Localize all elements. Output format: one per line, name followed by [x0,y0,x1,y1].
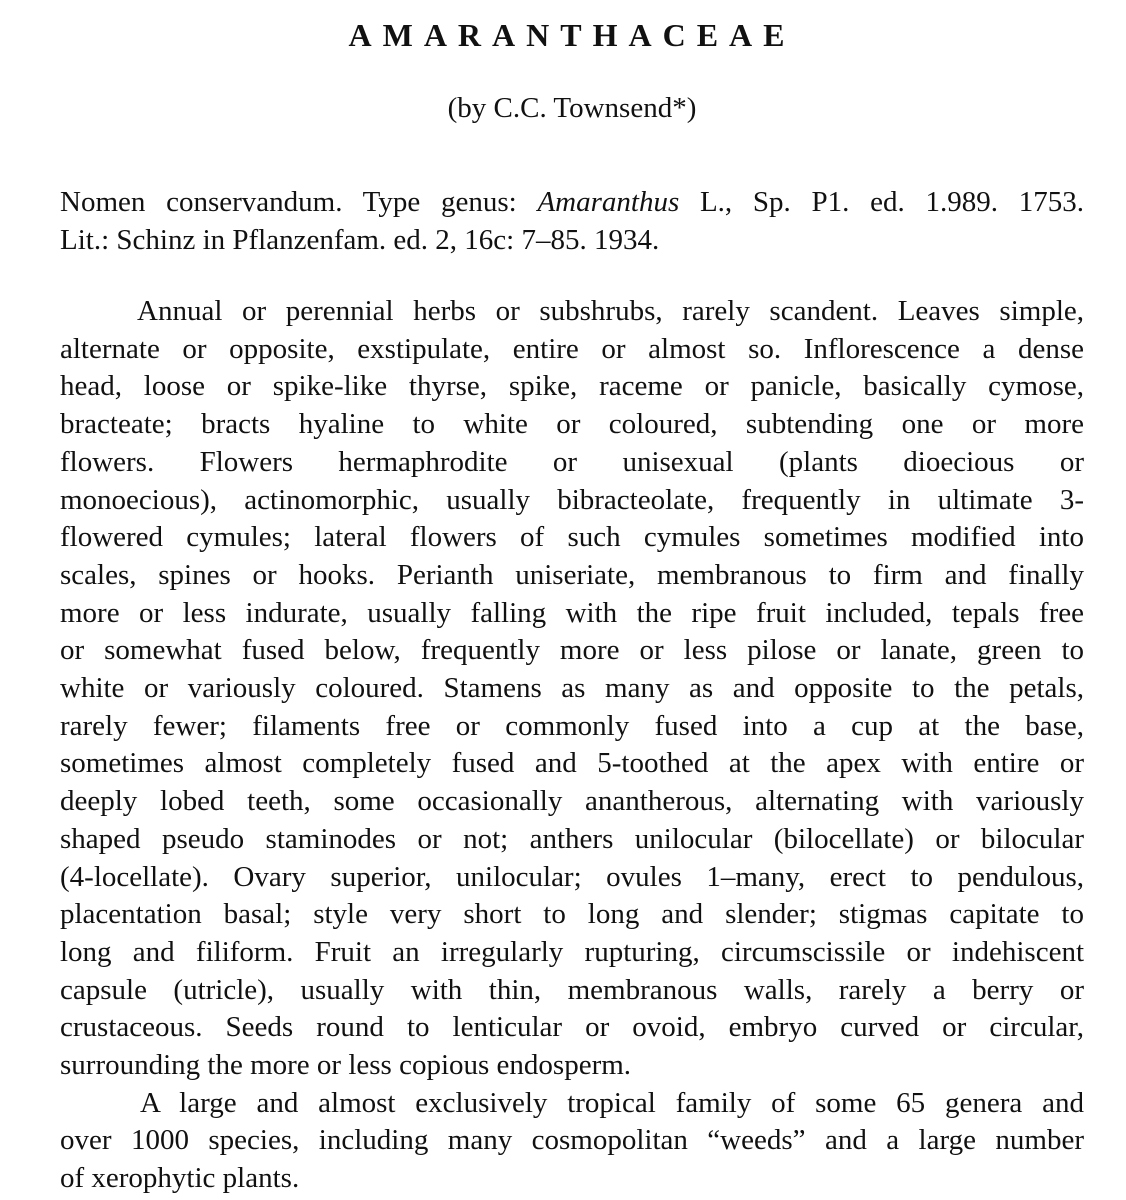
text-line: deeply lobed teeth, some occasionally anantherous, alternating with variously [60,785,1084,818]
text-line: flowered cymules; lateral flowers of such cymules sometimes modified into [60,521,1084,554]
text-line: placentation basal; style very short to long and slender; stigmas capitate to [60,898,1084,931]
text-line: sometimes almost completely fused and 5-toothed at the apex with entire or [60,747,1084,780]
text-line: surrounding the more or less copious endosperm. [60,1049,632,1082]
type-genus: Amaranthus [537,186,680,218]
text-line: scales, spines or hooks. Perianth uniseriate, membranous to firm and finally [60,558,1084,591]
text-line: more or less indurate, usually falling with the ripe fruit included, tepals free [60,596,1084,629]
text-line: capsule (utricle), usually with thin, membranous walls, rarely a berry or [60,973,1084,1006]
text-line: rarely fewer; filaments free or commonly fused into a cup at the base, [60,709,1084,742]
author-line: (by C.C. Townsend*) [447,92,697,124]
text-line: head, loose or spike-like thyrse, spike, raceme or panicle, basically cymose, [60,370,1084,403]
nomen-block [60,184,1084,259]
text-line: over 1000 species, including many cosmopolitan “weeds” and a large number [60,1124,1084,1157]
text-line: A large and almost exclusively tropical family of some 65 genera and [140,1086,1084,1119]
nomen-line [60,184,1084,222]
literature-line: Lit.: Schinz in Pflanzenfam. ed. 2, 16c: 7–85. 1934. [60,223,660,256]
text-line: alternate or opposite, exstipulate, entire or almost so. Inflorescence a dense [60,332,1084,365]
text-line: (4-locellate). Ovary superior, unilocular; ovules 1–many, erect to pendulous, [60,860,1084,893]
text-line: monoecious), actinomorphic, usually bibracteolate, frequently in ultimate 3- [60,483,1084,516]
text-line: flowers. Flowers hermaphrodite or unisexual (plants dioecious or [60,445,1084,478]
text-line: of xerophytic plants. [60,1162,300,1195]
text-line: white or variously coloured. Stamens as many as and opposite to the petals, [60,672,1084,705]
description-paragraph [60,293,1084,1198]
text-line: bracteate; bracts hyaline to white or coloured, subtending one or more [60,408,1084,441]
text-line: shaped pseudo staminodes or not; anthers unilocular (bilocellate) or bilocular [60,822,1084,855]
text-line: or somewhat fused below, frequently more or less pilose or lanate, green to [60,634,1084,667]
text-line: long and filiform. Fruit an irregularly rupturing, circumscissile or indehiscent [60,935,1084,968]
nomen-citation: L., Sp. P1. ed. 1.989. 1753. [679,186,1084,218]
text-line: crustaceous. Seeds round to lenticular or ovoid, embryo curved or circular, [60,1011,1084,1044]
family-title: AMARANTHACEAE [348,17,796,53]
text-line: Annual or perennial herbs or subshrubs, rarely scandent. Leaves simple, [137,295,1084,327]
nomen-prefix: Nomen conservandum. Type genus: [60,186,538,218]
